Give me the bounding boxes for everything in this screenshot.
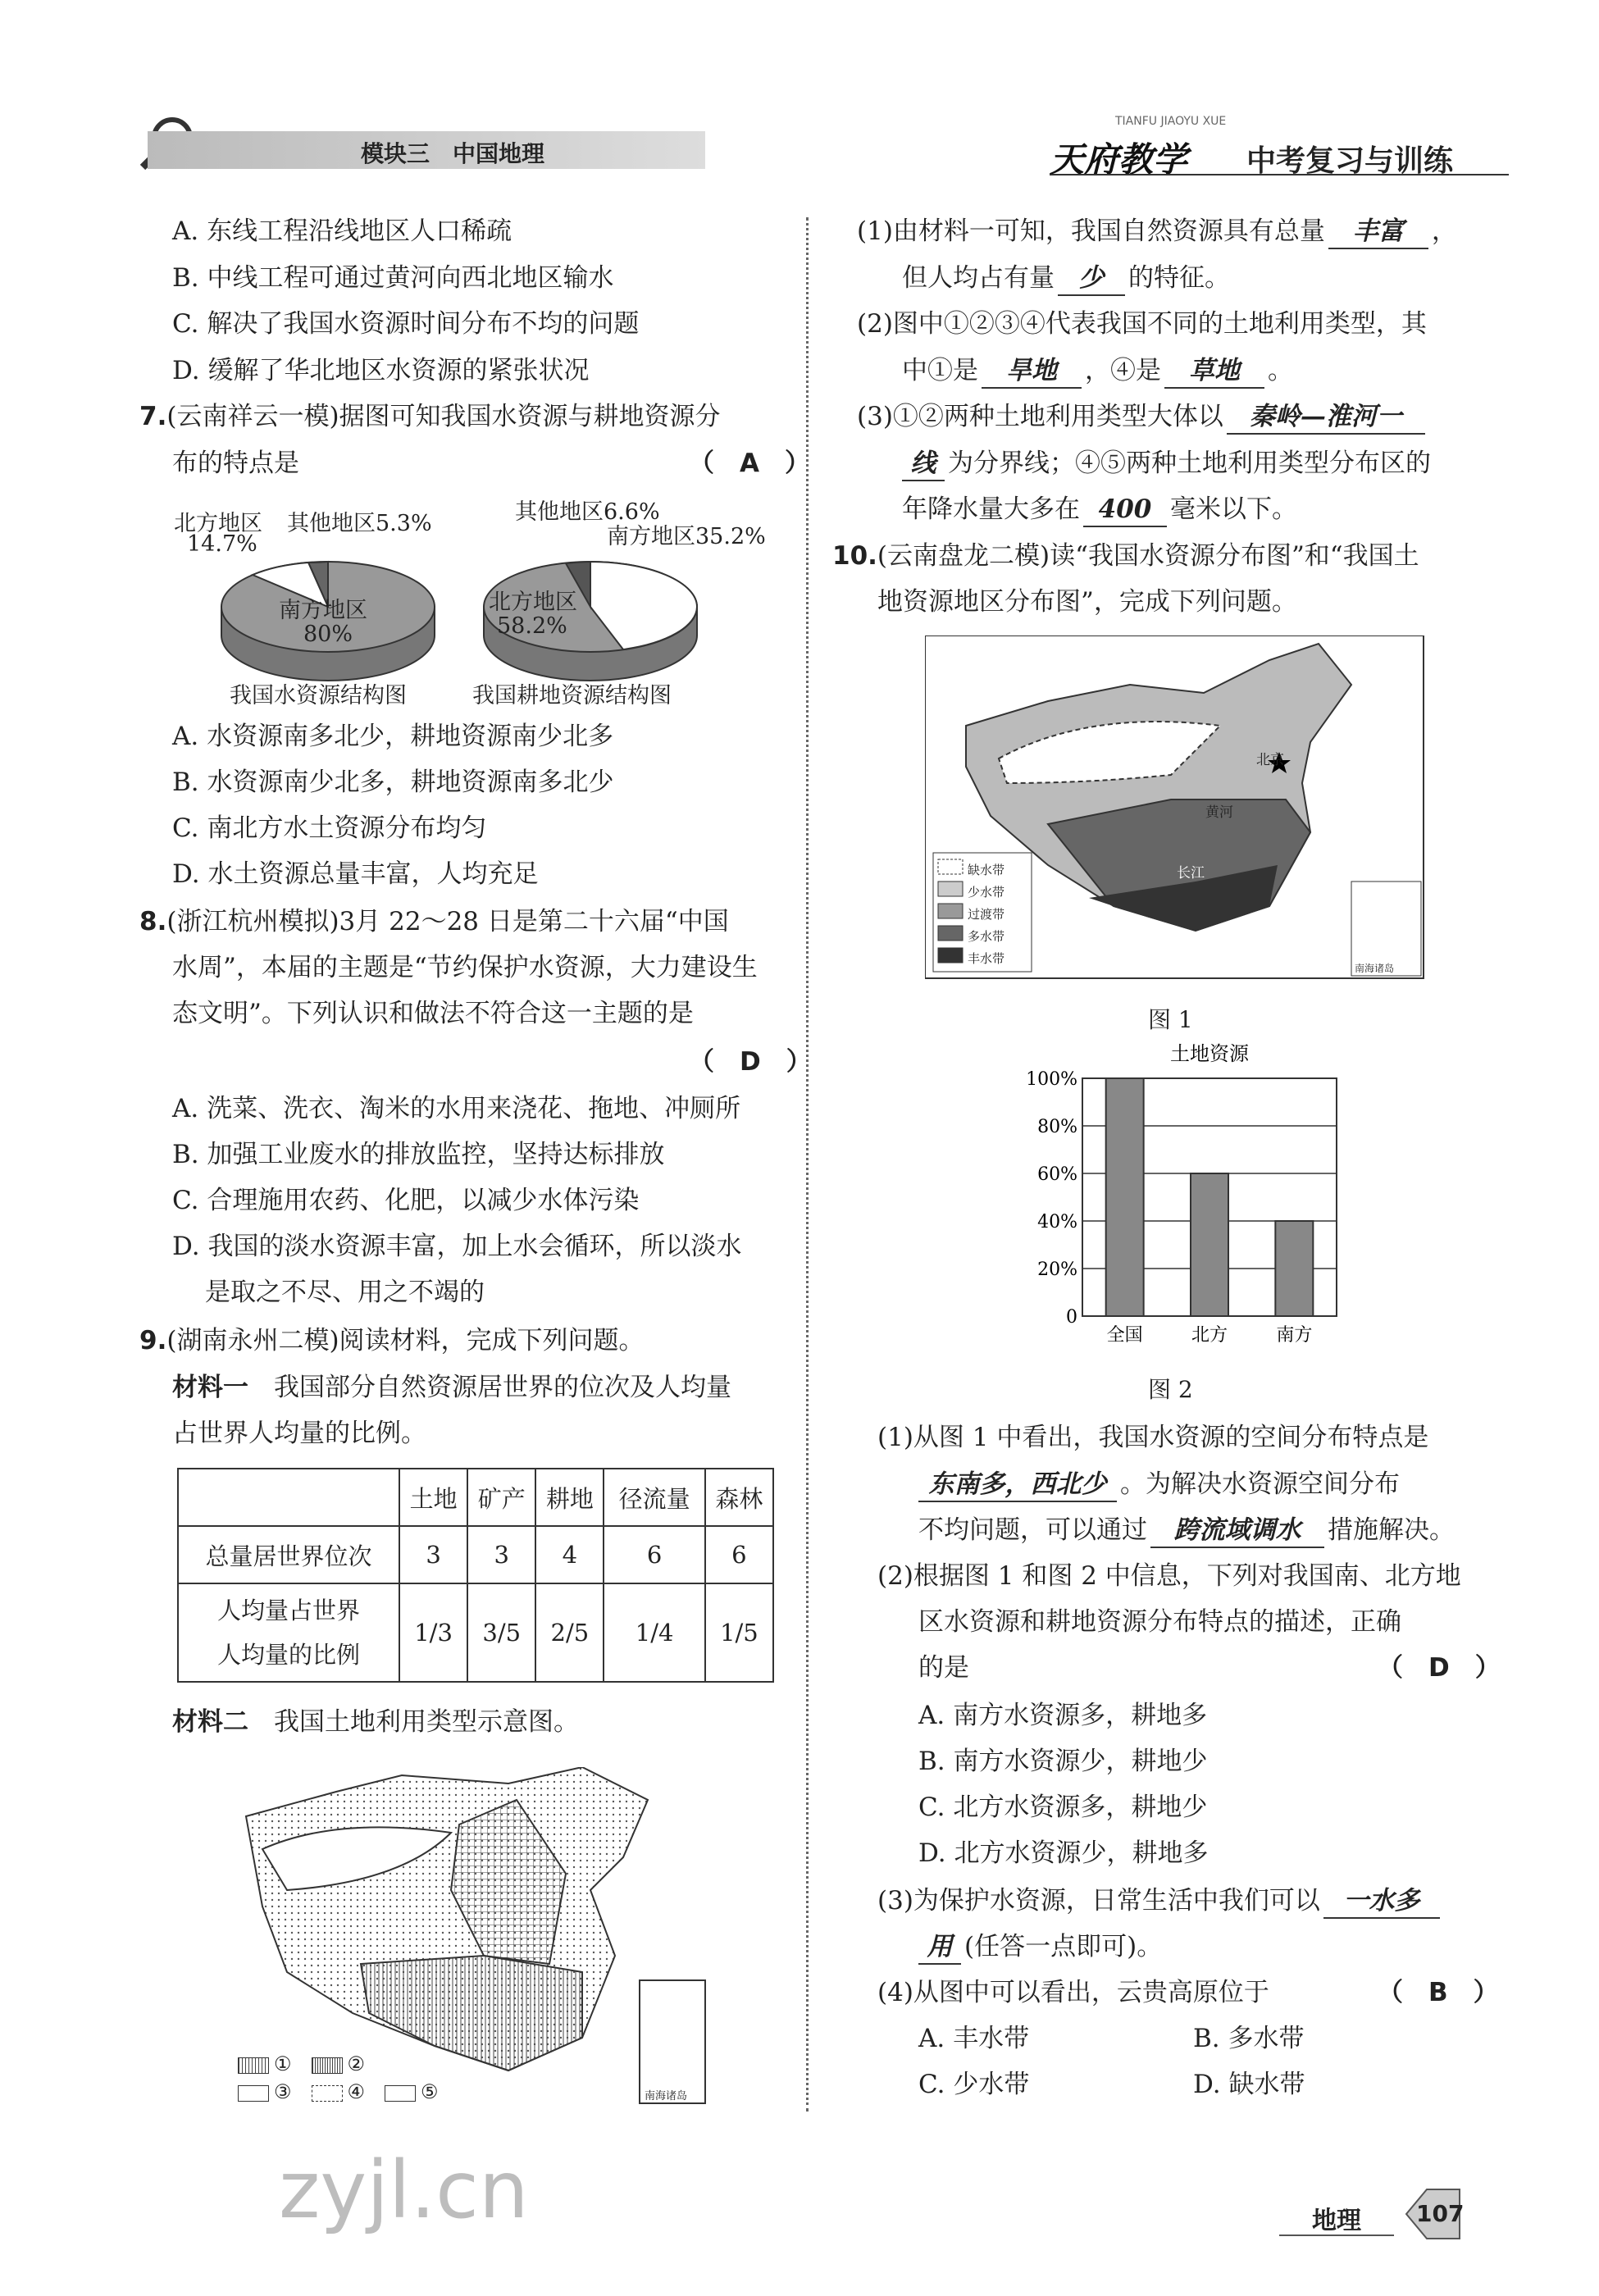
q9-number: 9. xyxy=(139,1326,167,1355)
q10-sub2-line1: (2)根据图 1 和图 2 中信息，下列对我国南、北方地 xyxy=(877,1561,1461,1591)
q9-sub1-blank1: 丰富 xyxy=(1328,215,1428,249)
x-tick-label: 北方 xyxy=(1191,1325,1228,1346)
q10-sub3-blank2: 用 xyxy=(918,1930,961,1965)
bar xyxy=(1275,1221,1313,1316)
q10-sub1-text-d: 不均问题，可以通过 xyxy=(918,1515,1147,1545)
q10-sub4-answer: （ B ） xyxy=(1378,1978,1499,2007)
q9-stem xyxy=(139,1324,645,1357)
q9-stem-text: (湖南永州二模)阅读材料，完成下列问题。 xyxy=(166,1326,645,1355)
q10-sub3-line1 xyxy=(877,1884,1443,1919)
pie2-label-north: 北方地区 xyxy=(489,590,577,615)
table-cell: 3 xyxy=(467,1526,535,1583)
th-land: 土地 xyxy=(399,1469,467,1526)
q10-sub2-option-a: A. 南方水资源多，耕地多 xyxy=(918,1701,1208,1730)
map-label-yangtze: 长江 xyxy=(1177,865,1205,882)
q10-sub4-option-c: C. 少水带 xyxy=(918,2070,1030,2099)
map-label-beijing: 北京 xyxy=(1256,752,1284,768)
brand-sub: TIANFU JIAOYU XUE xyxy=(1115,115,1227,128)
q10-sub2-line2: 区水资源和耕地资源分布特点的描述，正确 xyxy=(918,1607,1401,1637)
pie2-caption: 我国耕地资源结构图 xyxy=(472,683,672,708)
material1-text1: 我国部分自然资源居世界的位次及人均量 xyxy=(274,1373,731,1402)
table-cell: 3/5 xyxy=(467,1583,535,1682)
q10-sub2-option-b: B. 南方水资源少，耕地少 xyxy=(918,1747,1208,1776)
table-cell: 3 xyxy=(399,1526,467,1583)
q9-sub3-line3 xyxy=(902,493,1297,527)
bar xyxy=(1106,1078,1144,1316)
q10-sub4-option-a: A. 丰水带 xyxy=(918,2024,1030,2053)
q9-sub3-line1 xyxy=(857,400,1428,435)
q8-stem1 xyxy=(139,905,729,938)
q6-option-b: B. 中线工程可通过黄河向西北地区输水 xyxy=(172,263,614,293)
chart-title: 土地资源 xyxy=(1170,1042,1249,1065)
row2-label-line1: 人均量占世界 xyxy=(216,1597,360,1624)
q8-option-d-cont: 是取之不尽、用之不竭的 xyxy=(205,1278,485,1307)
q10-sub1-line3 xyxy=(918,1514,1455,1548)
legend-more: 多水带 xyxy=(968,929,1005,944)
resource-table xyxy=(177,1468,774,1683)
q10-sub2-line3: 的是 xyxy=(918,1653,969,1683)
pie2-label-south: 南方地区35.2% xyxy=(607,524,766,549)
q9-sub2-text-c: ，④是 xyxy=(1085,356,1161,385)
q9-sub2-blank1: 旱地 xyxy=(982,354,1082,389)
q9-sub1-text-a: (1)由材料一可知，我国自然资源具有总量 xyxy=(857,216,1325,246)
pie1-label-other: 其他地区5.3% xyxy=(287,511,432,536)
column-divider xyxy=(806,217,809,2112)
pie1-label-south-pct: 80% xyxy=(303,622,353,647)
q9-sub3-blank3: 400 xyxy=(1083,493,1167,527)
material2-text: 我国土地利用类型示意图。 xyxy=(274,1707,579,1737)
q10-sub3-text-a: (3)为保护水资源，日常生活中我们可以 xyxy=(877,1886,1320,1916)
row1-label: 总量居世界位次 xyxy=(178,1526,399,1583)
pie1-caption: 我国水资源结构图 xyxy=(230,683,407,708)
q9-material2 xyxy=(172,1706,579,1738)
section-title: 模块三 中国地理 xyxy=(361,140,545,167)
land-map-inset-label: 南海诸岛 xyxy=(645,2090,688,2102)
table-cell: 1/5 xyxy=(705,1583,773,1682)
q7-stem2: 布的特点是 xyxy=(172,449,299,478)
q10-stem-text1: (云南盘龙二模)读“我国水资源分布图”和“我国土 xyxy=(877,541,1419,571)
q10-number: 10. xyxy=(832,541,877,571)
table-cell: 1/4 xyxy=(604,1583,704,1682)
pie2-label-north-pct: 58.2% xyxy=(497,613,567,639)
q10-sub1-text-c: 。为解决水资源空间分布 xyxy=(1120,1469,1400,1499)
y-tick-label: 0 xyxy=(1066,1307,1077,1328)
q10-sub1-blank1: 东南多，西北少 xyxy=(918,1468,1117,1502)
q8-option-c: C. 合理施用农药、化肥，以减少水体污染 xyxy=(172,1186,640,1215)
row2-label xyxy=(178,1583,399,1682)
q10-stem2: 地资源地区分布图”，完成下列问题。 xyxy=(877,587,1297,617)
table-cell: 4 xyxy=(535,1526,604,1583)
legend-2: ② xyxy=(347,2052,366,2075)
x-tick-label: 南方 xyxy=(1276,1325,1313,1346)
q10-sub1-blank2: 跨流域调水 xyxy=(1150,1514,1324,1548)
q7-number: 7. xyxy=(139,402,167,431)
pie2-label-other: 其他地区6.6% xyxy=(515,499,660,525)
water-map-legend xyxy=(968,859,1004,970)
q9-sub1-text-e: 的特征。 xyxy=(1128,263,1230,293)
q6-option-c: C. 解决了我国水资源时间分布不均的问题 xyxy=(172,309,640,339)
series-name: 中考复习与训练 xyxy=(1246,144,1454,178)
q7-option-c: C. 南北方水土资源分布均匀 xyxy=(172,813,487,843)
q8-option-b: B. 加强工业废水的排放监控，坚持达标排放 xyxy=(172,1140,665,1169)
legend-3: ③ xyxy=(274,2080,292,2103)
map-label-yellow-river: 黄河 xyxy=(1205,804,1233,821)
q8-stem-text1: (浙江杭州模拟)3月 22～28 日是第二十六届“中国 xyxy=(166,907,729,936)
th-farmland: 耕地 xyxy=(535,1469,604,1526)
water-map-inset-label: 南海诸岛 xyxy=(1355,963,1395,974)
q9-sub1-line2 xyxy=(902,262,1230,296)
legend-4: ④ xyxy=(347,2080,366,2103)
q7-option-a: A. 水资源南多北少，耕地资源南少北多 xyxy=(172,722,614,751)
q8-number: 8. xyxy=(139,907,167,936)
q9-sub3-text-e: 毫米以下。 xyxy=(1170,494,1297,524)
page-number-badge xyxy=(1398,2185,1464,2243)
legend-less: 少水带 xyxy=(968,885,1005,900)
q10-sub4-line1: (4)从图中可以看出，云贵高原位于 xyxy=(877,1978,1269,2007)
q10-sub3-text-c: (任答一点即可)。 xyxy=(964,1932,1163,1961)
legend-lack: 缺水带 xyxy=(968,863,1005,877)
footer-subject: 地理 xyxy=(1312,2207,1361,2235)
material1-text2: 占世界人均量的比例。 xyxy=(172,1419,426,1448)
x-tick-label: 全国 xyxy=(1106,1325,1143,1346)
th-runoff: 径流量 xyxy=(604,1469,704,1526)
q9-sub3-blank2: 线 xyxy=(902,447,945,481)
table-cell: 6 xyxy=(705,1526,773,1583)
q9-sub1-line1 xyxy=(857,215,1457,249)
legend-transition: 过渡带 xyxy=(968,907,1005,922)
q7-option-b: B. 水资源南少北多，耕地资源南多北少 xyxy=(172,768,614,797)
q8-stem2: 水周”，本届的主题是“节约保护水资源，大力建设生 xyxy=(172,953,758,982)
table-cell: 6 xyxy=(604,1526,704,1583)
y-tick-label: 20% xyxy=(1037,1260,1077,1280)
q10-sub1-line1: (1)从图 1 中看出，我国水资源的空间分布特点是 xyxy=(877,1423,1429,1452)
q9-sub1-text-c: ， xyxy=(1431,216,1457,246)
q6-option-d: D. 缓解了华北地区水资源的紧张状况 xyxy=(172,356,590,385)
legend-1: ① xyxy=(274,2052,292,2075)
table-cell: 1/3 xyxy=(399,1583,467,1682)
q9-sub3-line2 xyxy=(902,447,1431,481)
brand-name: 天府教学 xyxy=(1050,139,1188,180)
q8-stem3: 态文明”。下列认识和做法不符合这一主题的是 xyxy=(172,999,694,1028)
q9-sub3-text-a: (3)①②两种土地利用类型大体以 xyxy=(857,402,1223,431)
q7-stem1 xyxy=(139,400,721,433)
material1-label: 材料一 xyxy=(172,1373,248,1402)
q10-sub2-answer: （ D ） xyxy=(1378,1653,1501,1683)
y-tick-label: 60% xyxy=(1037,1164,1077,1185)
q9-sub1-text-d: 但人均占有量 xyxy=(902,263,1055,293)
row2-label-line2: 人均量的比例 xyxy=(216,1641,360,1669)
q9-material1 xyxy=(172,1371,731,1404)
q10-sub3-blank1: 一水多 xyxy=(1323,1884,1440,1919)
figure1-caption: 图 1 xyxy=(1148,1006,1193,1033)
material2-label: 材料二 xyxy=(172,1707,248,1737)
q9-sub3-text-c: 为分界线；④⑤两种土地利用类型分布区的 xyxy=(948,449,1431,478)
q7-answer: （ A ） xyxy=(689,449,810,478)
q9-sub2-blank2: 草地 xyxy=(1164,354,1264,389)
q6-option-a: A. 东线工程沿线地区人口稀疏 xyxy=(172,216,512,246)
y-tick-label: 40% xyxy=(1037,1212,1077,1232)
page-number: 107 xyxy=(1416,2200,1465,2227)
pie1-label-north-pct: 14.7% xyxy=(187,531,257,557)
footer-rule xyxy=(1279,2234,1394,2236)
land-resource-bar-chart xyxy=(1009,1037,1361,1349)
q10-sub3-line2 xyxy=(918,1930,1162,1965)
bar xyxy=(1191,1173,1228,1316)
q9-sub3-blank1: 秦岭—淮河一 xyxy=(1227,400,1425,435)
legend-5: ⑤ xyxy=(421,2080,439,2103)
q10-sub4-option-b: B. 多水带 xyxy=(1193,2024,1305,2053)
q8-option-d: D. 我国的淡水资源丰富，加上水会循环，所以淡水 xyxy=(172,1232,742,1261)
th-forest: 森林 xyxy=(705,1469,773,1526)
q8-option-a: A. 洗菜、洗衣、淘米的水用来浇花、拖地、冲厕所 xyxy=(172,1094,741,1123)
q9-sub2-line2 xyxy=(902,354,1293,389)
legend-rich: 丰水带 xyxy=(968,951,1005,966)
q7-stem-text1: (云南祥云一模)据图可知我国水资源与耕地资源分 xyxy=(166,402,721,431)
q10-sub2-option-c: C. 北方水资源多，耕地少 xyxy=(918,1793,1208,1822)
pie1-label-north: 北方地区 xyxy=(174,511,262,536)
y-tick-label: 80% xyxy=(1037,1117,1077,1137)
q10-sub2-option-d: D. 北方水资源少，耕地多 xyxy=(918,1838,1209,1868)
q9-sub2-text-b: 中①是 xyxy=(902,356,978,385)
y-tick-label: 100% xyxy=(1026,1069,1077,1090)
q10-sub1-text-e: 措施解决。 xyxy=(1328,1515,1455,1545)
q9-sub2-text-d: 。 xyxy=(1268,356,1293,385)
table-cell: 2/5 xyxy=(535,1583,604,1682)
q7-option-d: D. 水土资源总量丰富，人均充足 xyxy=(172,859,539,889)
q8-answer: （ D ） xyxy=(689,1047,812,1077)
q10-stem1 xyxy=(832,540,1419,572)
q9-sub2-line1: (2)图中①②③④代表我国不同的土地利用类型，其 xyxy=(857,309,1427,339)
q10-sub1-line2 xyxy=(918,1468,1400,1502)
q9-sub3-text-d: 年降水量大多在 xyxy=(902,494,1080,524)
land-use-legend xyxy=(238,2050,439,2106)
pie1-label-south: 南方地区 xyxy=(279,598,367,623)
q9-sub1-blank2: 少 xyxy=(1058,262,1125,296)
brand-logo xyxy=(1050,115,1509,180)
th-mineral: 矿产 xyxy=(467,1469,535,1526)
watermark: zyjl.cn xyxy=(279,2144,529,2236)
figure2-caption: 图 2 xyxy=(1148,1376,1193,1403)
q10-sub4-option-d: D. 缺水带 xyxy=(1193,2070,1305,2099)
